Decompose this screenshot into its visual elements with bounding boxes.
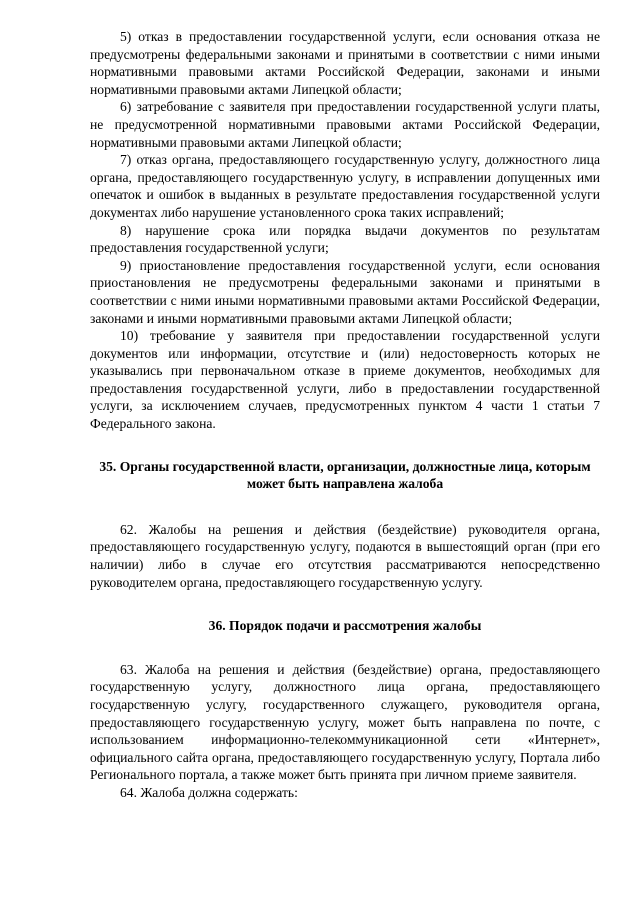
list-item-7: 7) отказ органа, предоставляющего государственную услугу, должностного лица органа, предоставляющего государственную услугу, в исправлении допущенных ими опечаток и ошибок в выданных в результате предоставления государственной услуги документах либо нарушение установленного срока таких исправлений; <box>90 152 600 220</box>
list-item-6: 6) затребование с заявителя при предоставлении государственной услуги платы, не предусмотренной нормативными правовыми актами Российской Федерации, нормативными правовыми актами Липецкой области; <box>90 99 600 150</box>
paragraph-63: 63. Жалоба на решения и действия (бездействие) органа, предоставляющего государственную услугу, должностного лица органа, предоставляющего государственную услугу, государственного служащего, руководителя органа, предоставляющего государственную услугу, может быть направлена по почте, с использованием информационно-телекоммуникационной сети «Интернет», официального сайта органа, предоставляющего государственную услугу, Портала либо Регионального портала, а также может быть принята при личном приеме заявителя. <box>90 661 600 783</box>
paragraph-62: 62. Жалобы на решения и действия (бездействие) руководителя органа, предоставляющего государственную услугу, подаются в вышестоящий орган (при его наличии) либо в случае его отсутствия рассматриваются непосредственно руководителем органа, предоставляющего государственную услугу. <box>90 521 600 590</box>
list-item-5: 5) отказ в предоставлении государственной услуги, если основания отказа не предусмотрены федеральными законами и принятыми в соответствии с ними иными нормативными правовыми актами Российской Федерации, законами и иными нормативными правовыми актами Липецкой области; <box>90 29 600 97</box>
list-item-9: 9) приостановление предоставления государственной услуги, если основания приостановления не предусмотрены федеральными законами и принятыми в соответствии с ними иными нормативными правовыми актами Российской Федерации, законами и иными нормативными правовыми актами Липецкой области; <box>90 257 600 326</box>
list-item-10: 10) требование у заявителя при предоставлении государственной услуги документов или информации, отсутствие и (или) недостоверность которых не указывались при первоначальном отказе в приеме документов, необходимых для предоставления государственной услуги, либо в предоставлении государственной услуги, за исключением случаев, предусмотренных пунктом 4 части 1 статьи 7 Федерального закона. <box>90 328 600 432</box>
list-item-8: 8) нарушение срока или порядка выдачи документов по результатам предоставления государственной услуги; <box>90 222 600 256</box>
paragraph-64: 64. Жалоба должна содержать: <box>120 784 298 800</box>
section-36-heading: 36. Порядок подачи и рассмотрения жалобы <box>208 618 482 634</box>
document-page <box>90 28 600 802</box>
section-35-heading: 35. Органы государственной власти, организации, должностные лица, которым может быть направлена жалоба <box>99 458 591 492</box>
